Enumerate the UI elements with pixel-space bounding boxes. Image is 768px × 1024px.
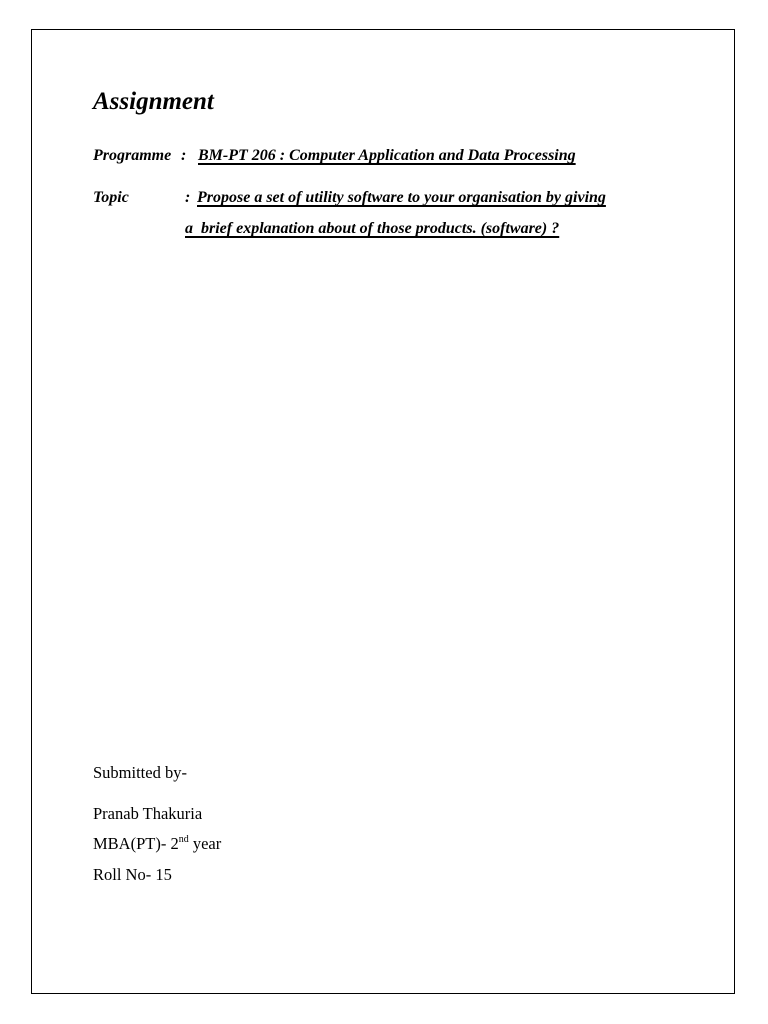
programme-row <box>93 146 693 168</box>
submitted-by-heading: Submitted by- <box>93 763 187 782</box>
course-prefix: MBA(PT)- 2 <box>93 834 179 853</box>
topic-row <box>93 188 693 210</box>
student-name: Pranab Thakuria <box>93 804 203 823</box>
programme-value: BM-PT 206 : Computer Application and Data Processing <box>198 147 576 164</box>
course-ordinal-suffix: nd <box>178 834 189 845</box>
roll-number: Roll No- 15 <box>93 865 172 884</box>
topic-separator: : <box>185 189 191 206</box>
document-title: Assignment <box>93 88 214 115</box>
course-suffix: year <box>188 834 222 853</box>
topic-continuation-row <box>185 219 685 241</box>
programme-label: Programme <box>93 147 172 164</box>
programme-separator: : <box>181 147 187 164</box>
student-course <box>93 834 221 854</box>
topic-label: Topic <box>93 189 129 206</box>
topic-line-1: Propose a set of utility software to your organisation by giving <box>197 189 606 206</box>
topic-line-2: a brief explanation about of those products. (software) ? <box>185 220 560 237</box>
